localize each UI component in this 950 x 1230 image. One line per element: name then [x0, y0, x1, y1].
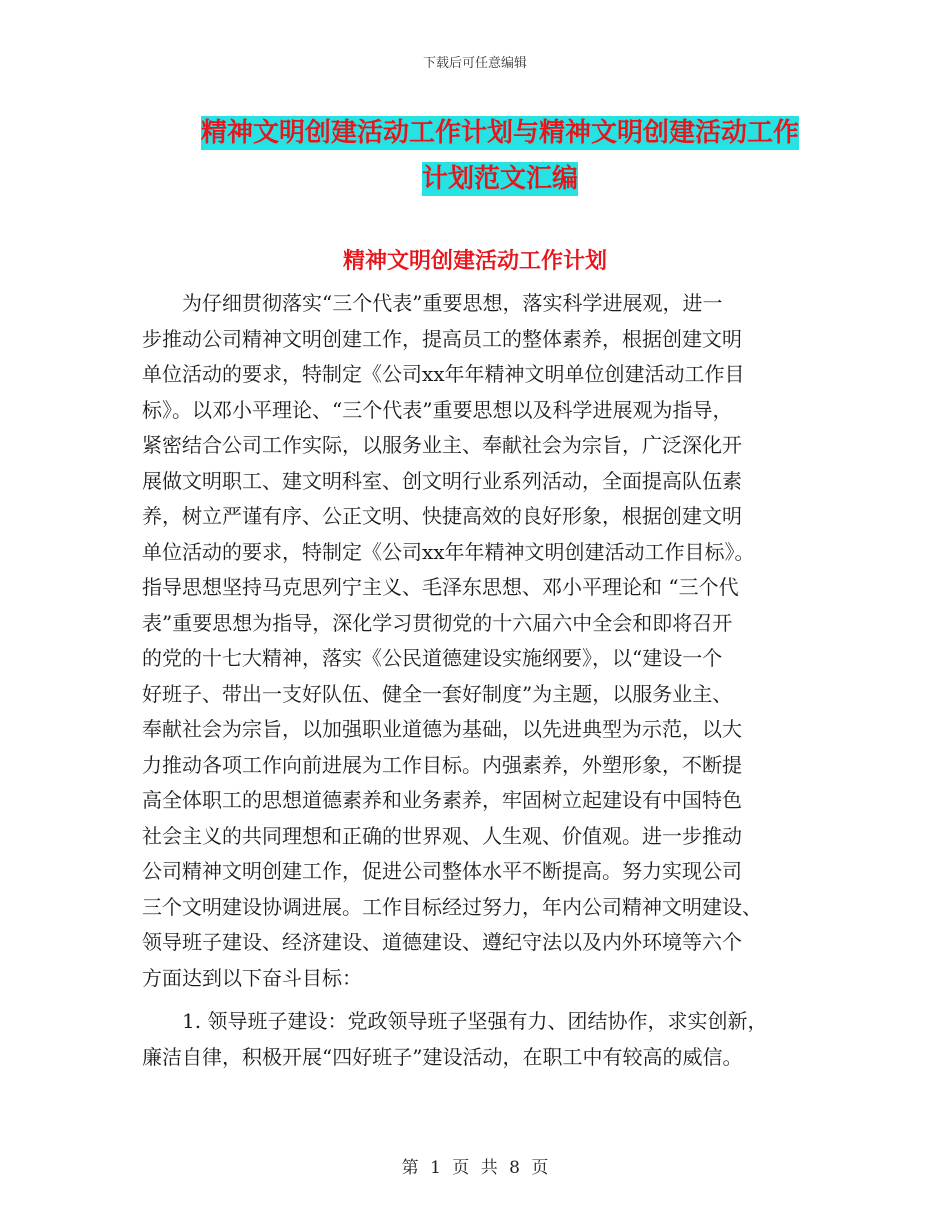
body-line: 奉献社会为宗旨，以加强职业道德为基础，以先进典型为示范，以大: [142, 717, 742, 741]
body-line: 步推动公司精神文明创建工作，提高员工的整体素养，根据创建文明: [142, 326, 742, 351]
page-footer: 第 1 页 共 8 页: [401, 1158, 549, 1178]
body-text: [142, 286, 822, 1075]
body-line: 展做文明职工、建文明科室、创文明行业系列活动，全面提高队伍素: [142, 468, 742, 493]
header-note: 下载后可任意编辑: [422, 56, 527, 71]
body-line: 社会主义的共同理想和正确的世界观、人生观、价值观。进一步推动: [142, 823, 742, 848]
list-item-1-line: 廉洁自律，积极开展“四好班子”建设活动，在职工中有较高的威信。: [142, 1044, 743, 1069]
body-line: 单位活动的要求，特制定《公司xx年年精神文明单位创建活动工作目: [142, 362, 745, 386]
body-line: 标》。以邓小平理论、“三个代表”重要思想以及科学进展观为指导，: [142, 397, 733, 422]
list-item-1-line: 1. 领导班子建设：党政领导班子坚强有力、团结协作，求实创新，: [182, 1009, 768, 1033]
section-title: 精神文明创建活动工作计划: [342, 248, 607, 274]
body-line: 单位活动的要求，特制定《公司xx年年精神文明创建活动工作目标》。: [142, 539, 755, 564]
body-line: 力推动各项工作向前进展为工作目标。内强素养，外塑形象，不断提: [142, 752, 742, 777]
body-line: 紧密结合公司工作实际，以服务业主、奉献社会为宗旨，广泛深化开: [142, 433, 742, 457]
body-line: 养，树立严谨有序、公正文明、快捷高效的良好形象，根据创建文明: [142, 504, 742, 528]
body-line: 指导思想坚持马克思列宁主义、毛泽东思想、邓小平理论和 “三个代: [142, 575, 739, 599]
body-line: 的党的十七大精神，落实《公民道德建设实施纲要》，以“建设一个: [142, 646, 723, 670]
body-line: 高全体职工的思想道德素养和业务素养，牢固树立起建设有中国特色: [142, 788, 742, 812]
body-line: 领导班子建设、经济建设、道德建设、遵纪守法以及内外环境等六个: [142, 930, 742, 954]
body-line: 为仔细贯彻落实“三个代表”重要思想，落实科学进展观，进一: [182, 291, 723, 315]
body-line: 方面达到以下奋斗目标：: [142, 965, 362, 990]
title-line-1: 精神文明创建活动工作计划与精神文明创建活动工作: [200, 118, 799, 148]
body-line: 三个文明建设协调进展。工作目标经过努力，年内公司精神文明建设、: [142, 894, 762, 919]
body-line: 公司精神文明创建工作，促进公司整体水平不断提高。努力实现公司: [142, 859, 742, 883]
title-line-2: 计划范文汇编: [421, 164, 578, 194]
document-title: [150, 110, 850, 202]
body-line: 表”重要思想为指导，深化学习贯彻党的十六届六中全会和即将召开: [142, 610, 733, 635]
body-line: 好班子、带出一支好队伍、健全一套好制度”为主题，以服务业主、: [142, 681, 733, 706]
